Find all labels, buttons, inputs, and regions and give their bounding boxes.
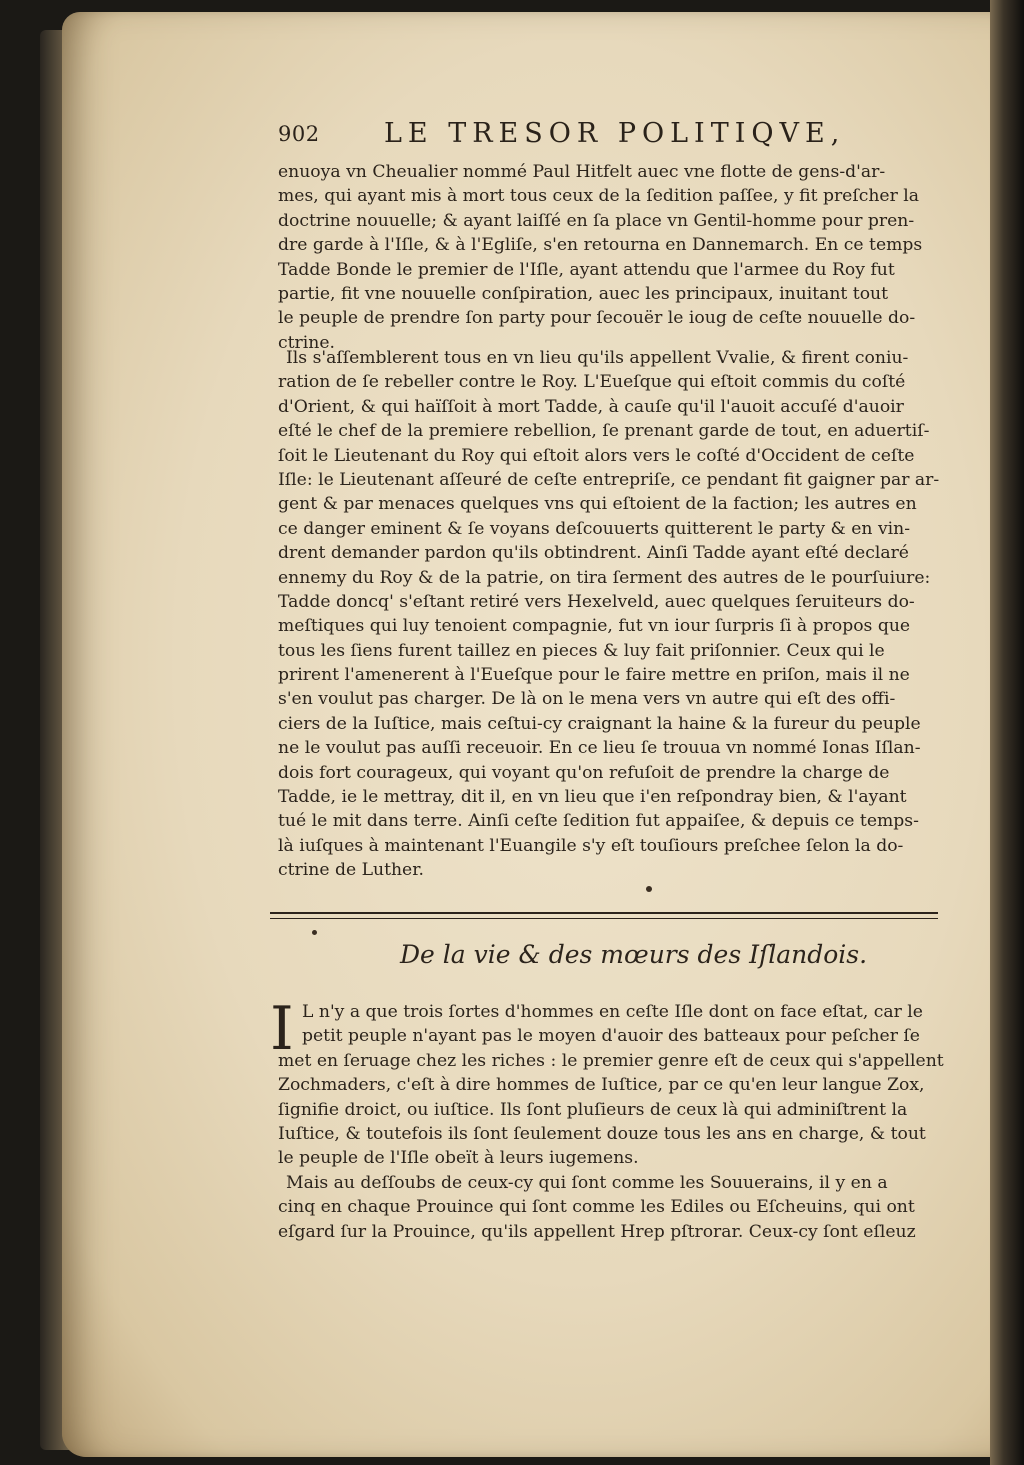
text-line: petit peuple n'ayant pas le moyen d'auoir des batteaux pour peſcher ſe: [302, 1026, 920, 1047]
running-title: LE TRESOR POLITIQVE,: [384, 118, 846, 149]
text-line: cinq en chaque Prouince qui ſont comme les Ediles ou Eſcheuins, qui ont: [278, 1197, 915, 1218]
text-line: eſgard ſur la Prouince, qu'ils appellent Hrep pſtrorar. Ceux-cy ſont eſleuz: [278, 1221, 916, 1242]
text-line: tué le mit dans terre. Ainſi ceſte ſedition fut appaiſee, & depuis ce temps-: [278, 811, 919, 832]
text-line: Zochmaders, c'eſt à dire hommes de Iuſtice, par ce qu'en leur langue Zox,: [278, 1075, 925, 1096]
text-line: ctrine.: [278, 332, 335, 353]
paragraph-1: [278, 160, 938, 355]
text-line: met en ſeruage chez les riches : le premier genre eſt de ceux qui s'appellent: [278, 1050, 944, 1071]
paragraph-2: [278, 346, 938, 883]
text-line: Iuſtice, & toutefois ils ſont ſeulement douze tous les ans en charge, & tout: [278, 1123, 926, 1144]
text-line: s'en voulut pas charger. De là on le mena vers vn autre qui eſt des offi-: [278, 689, 896, 710]
divider-line-thick: [270, 912, 938, 914]
text-line: Tadde, ie le mettray, dit il, en vn lieu que i'en reſpondray bien, & l'ayant: [278, 787, 907, 808]
text-line: ennemy du Roy & de la patrie, on tira ſerment des autres de le pourſuiure:: [278, 567, 931, 588]
paragraph-3: [278, 1000, 944, 1171]
text-line: drent demander pardon qu'ils obtindrent. Ainſi Tadde ayant eſté declaré: [278, 543, 909, 564]
section-heading: De la vie & des mœurs des Iſlandois.: [400, 940, 868, 969]
text-line: Iſle: le Lieutenant aſſeuré de ceſte entrepriſe, ce pendant fit gaigner par ar-: [278, 469, 940, 490]
divider-line-thin: [270, 918, 938, 919]
text-line: dois fort courageux, qui voyant qu'on refuſoit de prendre la charge de: [278, 762, 890, 783]
text-line: L n'y a que trois ſortes d'hommes en ceſte Iſle dont on face eſtat, car le: [302, 1002, 923, 1022]
drop-cap: I: [270, 994, 294, 1064]
text-line: enuoya vn Cheualier nommé Paul Hitfelt auec vne flotte de gens-d'ar-: [278, 162, 886, 182]
text-line: Mais au deſſoubs de ceux-cy qui ſont comme les Souuerains, il y en a: [286, 1173, 888, 1193]
text-line: eſté le chef de la premiere rebellion, ſe prenant garde de tout, en aduertiſ-: [278, 421, 930, 442]
text-line: gent & par menaces quelques vns qui eſtoient de la faction; les autres en: [278, 494, 917, 515]
text-line: prirent l'amenerent à l'Eueſque pour le faire mettre en priſon, mais il ne: [278, 665, 910, 686]
text-line: partie, fit vne nouuelle conſpiration, auec les principaux, inuitant tout: [278, 283, 889, 304]
text-line: ctrine de Luther.: [278, 860, 425, 881]
text-line: là iuſques à maintenant l'Euangile s'y eſt touſiours preſchee ſelon la do-: [278, 835, 904, 856]
ink-mark: [646, 886, 652, 892]
text-line: ciers de la Iuſtice, mais ceſtui-cy craignant la haine & la fureur du peuple: [278, 713, 921, 734]
text-line: le peuple de prendre ſon party pour ſecouër le ioug de ceſte nouuelle do-: [278, 308, 916, 329]
text-line: ſignifie droict, ou iuſtice. Ils ſont pluſieurs de ceux là qui adminiſtrent la: [278, 1099, 908, 1120]
text-line: ne le voulut pas auſſi receuoir. En ce lieu ſe trouua vn nommé Ionas Iſlan-: [278, 738, 921, 759]
text-line: ce danger eminent & ſe voyans deſcouuerts quitterent le party & en vin-: [278, 518, 911, 539]
ink-mark: [312, 930, 317, 935]
text-line: dre garde à l'Iſle, & à l'Egliſe, s'en retourna en Dannemarch. En ce temps: [278, 235, 923, 256]
page-header: [278, 118, 846, 158]
text-line: d'Orient, & qui haïſſoit à mort Tadde, à cauſe qu'il l'auoit accuſé d'auoir: [278, 396, 904, 417]
text-line: meſtiques qui luy tenoient compagnie, fut vn iour ſurpris ſi à propos que: [278, 616, 911, 637]
text-line: Ils s'aſſemblerent tous en vn lieu qu'ils appellent Vvalie, & firent coniu-: [286, 348, 909, 368]
section-divider: [270, 912, 938, 921]
paragraph-4: [278, 1171, 938, 1244]
text-line: Tadde Bonde le premier de l'Iſle, ayant attendu que l'armee du Roy fut: [278, 259, 895, 280]
page-number: 902: [278, 122, 320, 146]
text-line: doctrine nouuelle; & ayant laiſſé en ſa place vn Gentil-homme pour pren-: [278, 210, 915, 231]
text-line: ration de ſe rebeller contre le Roy. L'Eueſque qui eſtoit commis du coſté: [278, 372, 906, 393]
text-line: mes, qui ayant mis à mort tous ceux de la ſedition paſſee, y fit preſcher la: [278, 186, 919, 207]
text-line: tous les ſiens furent taillez en pieces & luy fait priſonnier. Ceux qui le: [278, 640, 885, 661]
text-line: Tadde doncq' s'eſtant retiré vers Hexelveld, auec quelques ſeruiteurs do-: [278, 591, 915, 612]
text-line: le peuple de l'Iſle obeït à leurs iugemens.: [278, 1148, 639, 1169]
facing-page-edge: [990, 0, 1024, 1465]
text-line: ſoit le Lieutenant du Roy qui eſtoit alors vers le coſté d'Occident de ceſte: [278, 445, 915, 466]
